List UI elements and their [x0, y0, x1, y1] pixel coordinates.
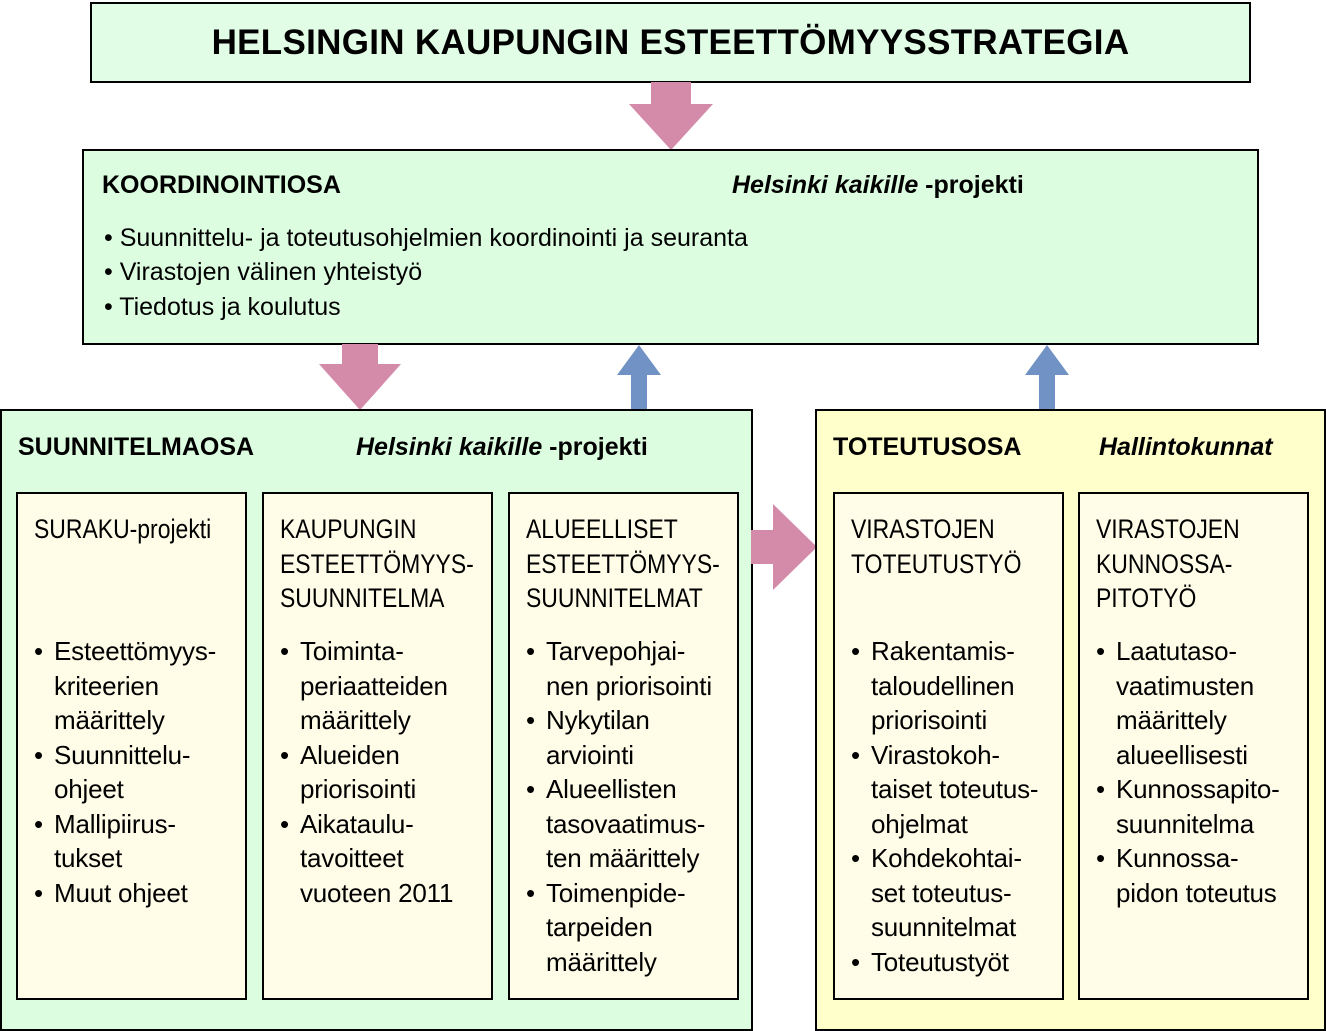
- list-item: [526, 876, 735, 980]
- bullet-icon: •: [526, 877, 536, 908]
- list-item-text: Kohdekohtai- set toteutus- suunnitelmat: [871, 843, 1022, 942]
- project-suffix: -projekti: [918, 171, 1024, 199]
- bullet-icon: •: [526, 774, 536, 804]
- bullet-icon: •: [280, 739, 290, 770]
- list-item-text: Alueiden priorisointi: [300, 739, 417, 804]
- list-item-text: Virastokoh- taiset toteutus- ohjelmat: [871, 739, 1039, 839]
- list-item: [34, 634, 243, 738]
- coordination-bullet: • Suunnittelu- ja toteutusohjelmien koordinointi ja seuranta: [104, 224, 748, 252]
- coordination-heading: KOORDINOINTIOSA: [102, 171, 341, 199]
- arrow-down-coordination-to-planning-icon: [319, 344, 401, 410]
- bullet-text: Virastojen välinen yhteistyö: [119, 258, 423, 286]
- list-item-text: Rakentamis- taloudellinen priorisointi: [871, 636, 1015, 735]
- sub-box: [508, 492, 739, 1000]
- list-item-text: Aikataulu- tavoitteet vuoteen 2011: [300, 808, 454, 908]
- strategy-title-box: [90, 2, 1251, 83]
- planning-heading: SUUNNITELMAOSA: [18, 433, 255, 461]
- coordination-project-label: [732, 171, 1024, 200]
- list-item: [280, 634, 489, 738]
- list-item: [34, 738, 243, 807]
- list-item: [851, 945, 1060, 980]
- list-item-text: Suunnittelu- ohjeet: [54, 739, 191, 804]
- bullet-icon: •: [34, 877, 44, 908]
- list-item-text: Esteettömyys- kriteerien määrittely: [54, 636, 217, 735]
- list-item: [280, 807, 489, 911]
- list-item-text: Muut ohjeet: [54, 877, 188, 908]
- arrow-down-title-to-coordination-icon: [629, 82, 713, 150]
- owner-name: Hallintokunnat: [1099, 433, 1273, 461]
- list-item-text: Mallipiirus- tukset: [54, 808, 176, 873]
- bullet-list: [280, 634, 489, 910]
- sub-box: [833, 492, 1064, 1000]
- bullet-icon: •: [851, 636, 861, 666]
- bullet-icon: •: [34, 739, 44, 770]
- bullet-icon: •: [34, 808, 44, 839]
- bullet-icon: •: [526, 705, 536, 735]
- list-item: [526, 772, 735, 876]
- arrow-right-planning-to-implementation-icon: [751, 504, 817, 590]
- bullet-icon: •: [34, 636, 44, 666]
- list-item: [1096, 772, 1305, 841]
- project-name: Helsinki kaikille: [356, 433, 543, 461]
- coordination-bullet: • Virastojen välinen yhteistyö: [104, 258, 423, 286]
- sub-box: [262, 492, 493, 1000]
- list-item: [851, 738, 1060, 842]
- list-item-text: Toiminta- periaatteiden määrittely: [300, 636, 448, 735]
- planning-project-label: [356, 433, 648, 462]
- list-item: [1096, 634, 1305, 772]
- sub-box-title: ALUEELLISET ESTEETTÖMYYS- SUUNNITELMAT: [526, 514, 720, 613]
- bullet-icon: •: [851, 739, 861, 770]
- coordination-section: [82, 149, 1259, 345]
- arrow-up-planning-to-coordination-icon: [617, 345, 661, 410]
- list-item-text: Alueellisten tasovaatimus- ten määrittely: [546, 774, 706, 873]
- planning-section: [0, 409, 753, 1031]
- bullet-list: [851, 634, 1060, 979]
- bullet-icon: •: [280, 808, 290, 839]
- list-item-text: Laatutaso- vaatimusten määrittely alueellisesti: [1116, 636, 1254, 770]
- list-item: [34, 807, 243, 876]
- sub-box-title: KAUPUNGIN ESTEETTÖMYYS- SUUNNITELMA: [280, 514, 474, 613]
- sub-box: [16, 492, 247, 1000]
- bullet-list: [34, 634, 243, 910]
- strategy-title: HELSINGIN KAUPUNGIN ESTEETTÖMYYSSTRATEGIA: [211, 22, 1130, 62]
- project-suffix: -projekti: [542, 433, 648, 461]
- implementation-section: [815, 409, 1326, 1031]
- bullet-icon: •: [280, 636, 290, 666]
- list-item-text: Kunnossapito- suunnitelma: [1116, 774, 1280, 839]
- bullet-icon: •: [851, 843, 861, 873]
- list-item: [526, 634, 735, 703]
- bullet-text: Suunnittelu- ja toteutusohjelmien koordinointi ja seuranta: [119, 224, 748, 252]
- implementation-owner: [1099, 433, 1273, 462]
- bullet-icon: •: [1096, 636, 1106, 666]
- sub-box-title: VIRASTOJEN KUNNOSSA- PITOTYÖ: [1096, 514, 1240, 613]
- list-item: [1096, 841, 1305, 910]
- list-item: [851, 634, 1060, 738]
- list-item-text: Tarvepohjai- nen priorisointi: [546, 636, 712, 701]
- bullet-icon: •: [1096, 843, 1106, 873]
- bullet-text: Tiedotus ja koulutus: [119, 293, 341, 321]
- sub-box-title: VIRASTOJEN TOTEUTUSTYÖ: [851, 514, 1022, 579]
- list-item-text: Nykytilan arviointi: [546, 705, 650, 770]
- list-item-text: Kunnossa- pidon toteutus: [1116, 843, 1277, 908]
- implementation-heading: TOTEUTUSOSA: [833, 433, 1022, 461]
- list-item: [851, 841, 1060, 945]
- list-item-text: Toteutustyöt: [871, 946, 1009, 977]
- bullet-icon: •: [851, 946, 861, 977]
- arrow-up-implementation-to-coordination-icon: [1025, 345, 1069, 410]
- sub-box-title: SURAKU-projekti: [34, 514, 212, 544]
- list-item: [280, 738, 489, 807]
- sub-box: [1078, 492, 1309, 1000]
- bullet-list: [526, 634, 735, 979]
- bullet-list: [1096, 634, 1305, 910]
- project-name: Helsinki kaikille: [732, 171, 919, 199]
- list-item: [34, 876, 243, 911]
- coordination-bullet: • Tiedotus ja koulutus: [104, 293, 341, 321]
- bullet-icon: •: [1096, 774, 1106, 804]
- bullet-icon: •: [526, 636, 536, 666]
- list-item-text: Toimenpide- tarpeiden määrittely: [546, 877, 686, 977]
- list-item: [526, 703, 735, 772]
